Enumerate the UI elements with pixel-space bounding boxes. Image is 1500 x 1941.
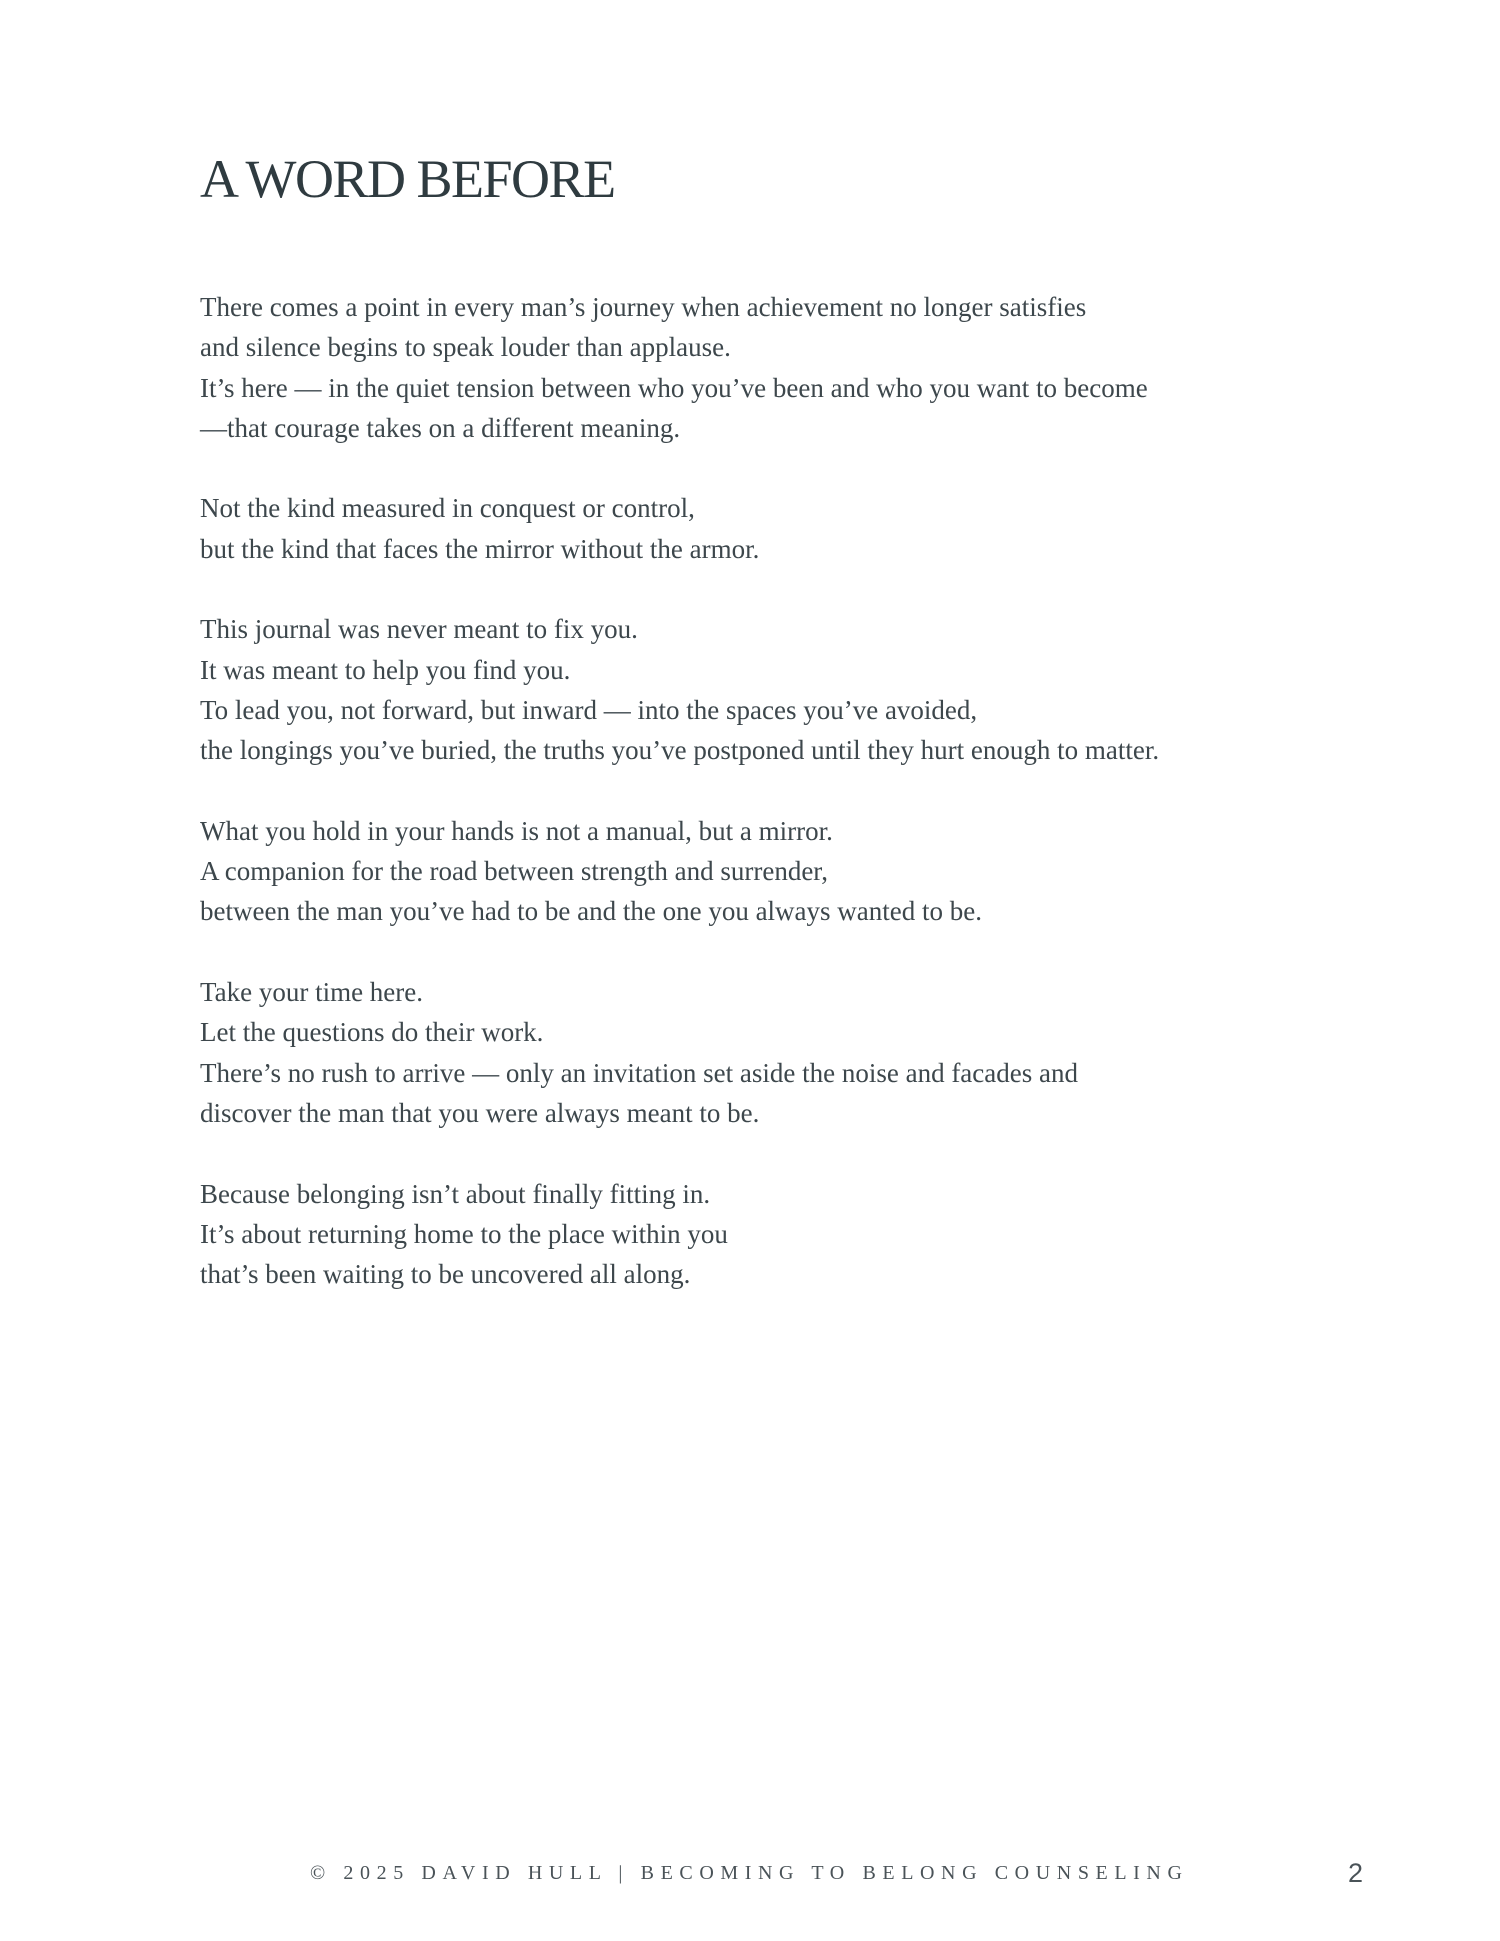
text-line: Not the kind measured in conquest or control, [200, 493, 695, 524]
page-footer [0, 1858, 1500, 1892]
text-line: A companion for the road between strength and surrender, [200, 856, 828, 887]
text-line: Let the questions do their work. [200, 1017, 544, 1048]
text-line: It’s about returning home to the place within you [200, 1218, 728, 1249]
text-line: between the man you’ve had to be and the one you always wanted to be. [200, 896, 982, 927]
text-line: There’s no rush to arrive — only an invitation set aside the noise and facades and [200, 1057, 1078, 1088]
paragraph-3 [200, 609, 1320, 770]
text-line: It’s here — in the quiet tension between who you’ve been and who you want to become [200, 372, 1148, 403]
text-line: and silence begins to speak louder than applause. [200, 332, 731, 363]
text-line: that’s been waiting to be uncovered all along. [200, 1259, 691, 1290]
text-line: There comes a point in every man’s journey when achievement no longer satisfies [200, 292, 1087, 322]
paragraph-1 [200, 287, 1320, 448]
paragraph-2 [200, 488, 1320, 569]
text-line: It was meant to help you find you. [200, 654, 571, 685]
text-line: the longings you’ve buried, the truths you’ve postponed until they hurt enough to matter. [200, 735, 1160, 766]
text-line: To lead you, not forward, but inward — into the spaces you’ve avoided, [200, 694, 978, 725]
text-line: but the kind that faces the mirror without the armor. [200, 533, 760, 564]
text-line: Because belonging isn’t about finally fitting in. [200, 1178, 711, 1209]
page-number: 2 [1348, 1858, 1364, 1888]
text-line: Take your time here. [200, 977, 424, 1008]
text-line: What you hold in your hands is not a manual, but a mirror. [200, 815, 833, 846]
body-text [200, 287, 1320, 1335]
paragraph-5 [200, 972, 1320, 1133]
paragraph-4 [200, 811, 1320, 932]
footer-copyright: © 2025 DAVID HULL | BECOMING TO BELONG COUNSELING [310, 1862, 1189, 1884]
text-line: discover the man that you were always meant to be. [200, 1097, 760, 1128]
text-line: —that courage takes on a different meaning. [200, 412, 681, 443]
page-title: A WORD BEFORE [200, 149, 615, 209]
text-line: This journal was never meant to fix you. [200, 614, 638, 645]
paragraph-6 [200, 1174, 1320, 1295]
